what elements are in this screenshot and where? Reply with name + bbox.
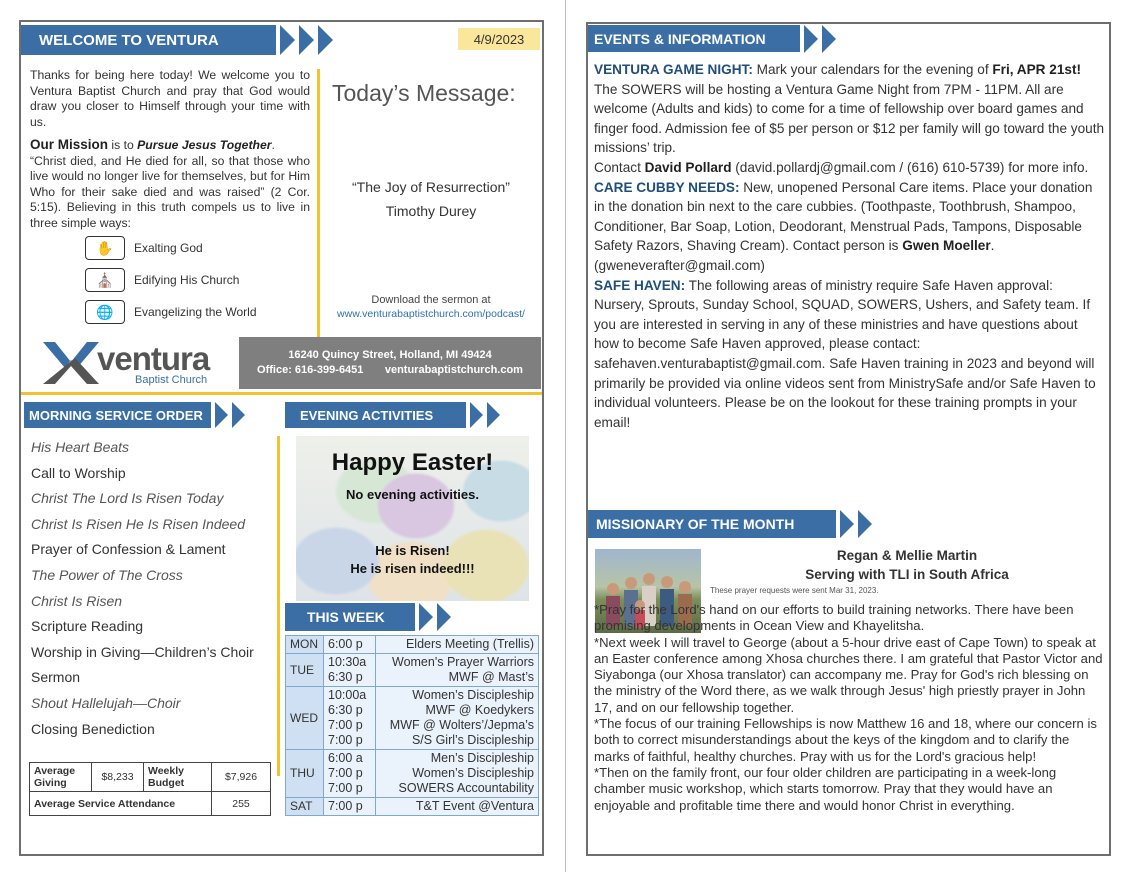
- week-event: S/S Girl’s Discipleship: [411, 733, 534, 747]
- morning-banner-label: MORNING SERVICE ORDER: [24, 402, 211, 428]
- giving-table: [29, 762, 271, 816]
- week-day: TUE: [286, 654, 324, 687]
- sent-note: These prayer requests were sent Mar 31, 2023.: [710, 586, 879, 595]
- mission-is: is to: [108, 138, 138, 152]
- mission-phrase: Pursue Jesus Together: [137, 138, 272, 152]
- service-item: His Heart Beats: [31, 439, 130, 455]
- easter-risen-line2: He is risen indeed!!!: [350, 561, 475, 576]
- way-label: Evangelizing the World: [134, 305, 257, 319]
- week-time: 7:00 p: [328, 766, 363, 780]
- easter-image: [296, 436, 529, 601]
- easter-title: Happy Easter!: [331, 449, 494, 476]
- week-event: Women’s Discipleship: [412, 766, 534, 780]
- prayer-request: *Pray for the Lord's hand on our efforts to build training networks. There have been promising developments in Ocean View and Khayelitsha.: [594, 602, 1074, 634]
- address: 16240 Quincy Street, Holland, MI 49424: [288, 349, 492, 361]
- sermon-block: [326, 175, 536, 223]
- service-divider: [277, 436, 280, 776]
- week-times: [324, 636, 376, 654]
- service-item: Christ Is Risen He Is Risen Indeed: [31, 515, 245, 532]
- week-time: 10:30a: [328, 655, 367, 669]
- church-building-icon: ⛪: [85, 268, 125, 292]
- globe-icon: 🌐: [85, 300, 125, 324]
- office-phone: Office: 616-399-6451: [257, 364, 364, 376]
- game-night-date: Fri, APR 21st!: [992, 62, 1082, 77]
- download-block: [326, 293, 536, 321]
- prayer-request: *The focus of our training Fellowships is now Matthew 16 and 18, where our concern is both to correct misunderstandings about the keys of the kingdom and to clarify the marks of faithful, healthy churches. Pray with us for the Lord's gracious help!: [594, 716, 1097, 764]
- ventura-logo: [41, 338, 221, 388]
- week-row: [286, 798, 539, 816]
- evening-banner-label: EVENING ACTIVITIES: [285, 402, 466, 428]
- week-event: Elders Meeting (Trellis): [405, 637, 534, 651]
- service-item: Call to Worship: [31, 464, 126, 481]
- easter-risen-line1: He is Risen!: [375, 543, 450, 558]
- avg-giving-label: Average Giving: [30, 763, 92, 792]
- way-evangelizing: [85, 300, 257, 324]
- week-day: THU: [286, 750, 324, 798]
- week-events: [376, 687, 539, 750]
- events-banner: [588, 25, 836, 52]
- week-event: SOWERS Accountability: [398, 781, 534, 795]
- game-night-lead: Mark your calendars for the evening of: [752, 62, 993, 77]
- way-label: Edifying His Church: [134, 273, 240, 287]
- week-row: [286, 750, 539, 798]
- service-item: Christ The Lord Is Risen Today: [31, 490, 224, 507]
- way-exalting: [85, 236, 203, 260]
- mission-quote: “Christ died, and He died for all, so that those who live would no longer live for themselves, but for Him Who for their sake died and was raised” (2 Cor. 5:15). Believing in this truth compels us to live in three simple ways:: [30, 153, 310, 230]
- mission-label: Our Mission: [30, 137, 109, 152]
- haven-label: SAFE HAVEN:: [594, 277, 686, 293]
- week-event: Women’s Discipleship: [412, 688, 534, 702]
- sermon-title: “The Joy of Resurrection”: [352, 179, 510, 195]
- week-event: MWF @ Mast’s: [448, 670, 534, 684]
- website[interactable]: venturabaptistchurch.com: [384, 364, 523, 376]
- prayer-requests: [594, 602, 1106, 814]
- cubby-text: New, unopened Personal Care items. Place your donation in the donation bin next to the care cubbies. (Toothpaste, Toothbrush, Shampoo, Conditioner, Bar Soap, Lotion, Deodorant, Menstrual Pads, Tampons, Disposable Safety Razors, Shaving Cream). Contact person is: [594, 179, 1093, 254]
- week-time: 6:00 a: [328, 751, 363, 765]
- service-item: Shout Hallelujah—Choir: [31, 695, 181, 711]
- week-row: [286, 687, 539, 750]
- weekly-budget-label: Weekly Budget: [144, 763, 212, 792]
- week-time: 6:30 p: [328, 670, 363, 684]
- message-divider: [317, 69, 320, 341]
- left-page: [19, 20, 544, 856]
- week-event: Women's Prayer Warriors: [392, 655, 534, 669]
- mission-block: [30, 137, 310, 231]
- game-contact-info: (david.pollardj@gmail.com / (616) 610-5739) for more info.: [731, 159, 1089, 175]
- service-item: Scripture Reading: [31, 618, 144, 635]
- week-times: [324, 654, 376, 687]
- easter-sub: No evening activities.: [346, 487, 479, 502]
- page-fold: [565, 0, 566, 872]
- week-day: MON: [286, 636, 324, 654]
- week-time: 10:00a: [328, 688, 367, 702]
- missionary-names: Regan & Mellie Martin: [836, 548, 978, 563]
- easter-risen: [296, 542, 529, 578]
- game-night-text: The SOWERS will be hosting a Ventura Game Night from 7PM - 11PM. All are welcome (Adults and kids) to come for a time of fellowship over board games and finger food. Admission fee of $5 per person or $12 per family will go toward the youth missions’ trip.: [594, 81, 1105, 156]
- week-events: [376, 636, 539, 654]
- week-events: [376, 750, 539, 798]
- attendance-value: 255: [212, 792, 271, 816]
- way-edifying: [85, 268, 239, 292]
- game-night-label: VENTURA GAME NIGHT:: [594, 62, 753, 77]
- week-time: 6:30 p: [328, 703, 363, 717]
- week-times: [324, 750, 376, 798]
- avg-giving-value: $8,233: [92, 763, 144, 792]
- service-item: Worship in Giving—Children’s Choir: [31, 643, 254, 660]
- week-event: Men’s Discipleship: [430, 751, 534, 765]
- week-day: SAT: [286, 798, 324, 816]
- mission-period: .: [271, 138, 275, 152]
- todays-message-heading: Today’s Message:: [332, 80, 516, 106]
- service-item: Christ Is Risen: [31, 592, 123, 609]
- logo-sub: Baptist Church: [135, 374, 208, 386]
- this-week-banner-label: THIS WEEK: [285, 603, 415, 631]
- week-time: 7:00 p: [328, 781, 363, 795]
- week-day: WED: [286, 687, 324, 750]
- this-week-banner: [285, 603, 451, 631]
- this-week-table: [285, 635, 539, 816]
- cubby-label: CARE CUBBY NEEDS:: [594, 179, 740, 195]
- download-text: Download the sermon at: [371, 294, 491, 306]
- cubby-email: . (gweneverafter@gmail.com): [594, 238, 995, 273]
- missionary-banner-label: MISSIONARY OF THE MONTH: [588, 510, 836, 538]
- service-item: Sermon: [31, 669, 81, 686]
- attendance-label: Average Service Attendance: [30, 792, 212, 816]
- date-badge: 4/9/2023: [458, 28, 540, 50]
- welcome-text: Thanks for being here today! We welcome you to Ventura Baptist Church and pray that God would draw you closer to Himself through your time with us.: [30, 68, 310, 129]
- right-page: [586, 22, 1111, 856]
- address-box: [239, 337, 541, 389]
- welcome-banner: [21, 25, 333, 55]
- game-contact-name: David Pollard: [644, 159, 732, 175]
- week-event: T&T Event @Ventura: [415, 799, 534, 813]
- office-line: [239, 363, 541, 378]
- download-link[interactable]: www.venturabaptistchurch.com/podcast/: [337, 308, 525, 320]
- week-time: 7:00 p: [328, 718, 363, 732]
- preacher: Timothy Durey: [385, 203, 477, 219]
- week-time: 6:00 p: [328, 637, 363, 651]
- week-times: [324, 687, 376, 750]
- week-time: 7:00 p: [328, 799, 363, 813]
- events-text: [594, 60, 1106, 432]
- service-item: Closing Benediction: [31, 720, 155, 737]
- events-banner-label: EVENTS & INFORMATION: [588, 25, 800, 52]
- week-row: [286, 654, 539, 687]
- prayer-request: *Next week I will travel to George (about a 5-hour drive east of Cape Town) to speak at an Easter conference among Xhosa churches there. I am grateful that Pastor Victor and Siyabonga (our Xhosa translator) can accompany me. Pray for God's rich blessing on the ministry of the Word there, as we walk through Jesus' high priestly prayer in John 17, and on our fellowship together.: [594, 634, 1103, 715]
- section-divider: [21, 392, 542, 395]
- service-item: Prayer of Confession & Lament: [31, 541, 226, 558]
- logo-name: ventura: [97, 340, 210, 377]
- service-item: The Power of The Cross: [31, 567, 183, 583]
- way-label: Exalting God: [134, 241, 203, 255]
- praise-hands-icon: ✋: [85, 236, 125, 260]
- week-events: [376, 654, 539, 687]
- week-times: [324, 798, 376, 816]
- weekly-budget-value: $7,926: [212, 763, 271, 792]
- cubby-contact: Gwen Moeller: [902, 238, 991, 254]
- haven-text: The following areas of ministry require Safe Haven approval: Nursery, Sprouts, Sunday School, SQUAD, SOWERS, Ushers, and Safety team. If you are interested in serving in any of these ministries and have questions about how to become Safe Haven approved, please contact: safehaven.venturabaptist@gmail.com. Safe Haven training in 2023 and beyond will primarily be provided via online videos sent from MinistrySafe and/or Safe Haven to individual volunteers. Please be on the lookout for these training prompts in your email!: [594, 277, 1096, 430]
- week-events: [376, 798, 539, 816]
- prayer-request: *Then on the family front, our four older children are participating in a week-long chamber music workshop, which starts tomorrow. Pray that they would have an enjoyable and profitable time there and would honor Christ in everything.: [594, 764, 1057, 813]
- welcome-banner-label: WELCOME TO VENTURA: [21, 25, 276, 55]
- week-time: 7:00 p: [328, 733, 363, 747]
- morning-banner: [24, 402, 245, 428]
- week-event: MWF @ Wolters’/Jepma’s: [389, 718, 534, 732]
- missionary-heading: [708, 546, 1106, 584]
- missionary-org: Serving with TLI in South Africa: [805, 567, 1009, 582]
- week-row: [286, 636, 539, 654]
- evening-banner: [285, 402, 500, 428]
- game-contact-lead: Contact: [594, 159, 645, 175]
- week-event: MWF @ Koedykers: [425, 703, 534, 717]
- ventura-x-icon: [41, 338, 101, 388]
- missionary-banner: [588, 510, 872, 538]
